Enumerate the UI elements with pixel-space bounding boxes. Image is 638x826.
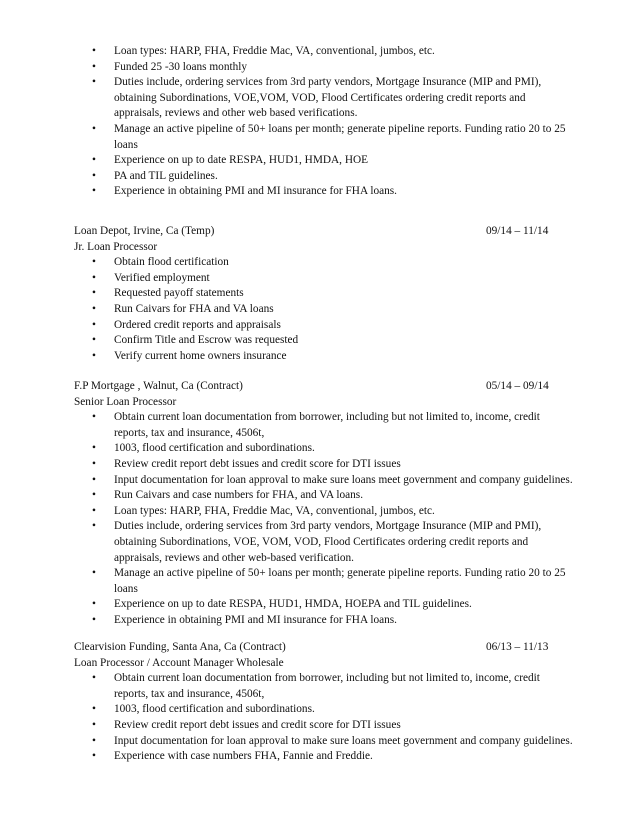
bullet-text-line: reports, tax and insurance, 4506t, bbox=[114, 426, 265, 439]
bullet-icon: • bbox=[92, 349, 96, 362]
company-name: Loan Depot, Irvine, Ca (Temp) bbox=[74, 225, 215, 237]
bullet-icon: • bbox=[92, 169, 96, 182]
bullet-icon: • bbox=[92, 302, 96, 315]
bullet-text-line: Manage an active pipeline of 50+ loans per month; generate pipeline reports. Funding ratio 20 to 25 bbox=[114, 567, 566, 580]
bullet-item bbox=[0, 153, 638, 169]
bullet-item bbox=[0, 349, 638, 365]
bullet-item bbox=[0, 734, 638, 750]
bullet-icon: • bbox=[92, 567, 96, 580]
bullet-text-line: Duties include, ordering services from 3rd party vendors, Mortgage Insurance (MIP and PMI), bbox=[114, 520, 542, 533]
bullet-item bbox=[0, 749, 638, 765]
bullet-text-line: Verified employment bbox=[114, 271, 210, 284]
bullet-text-line: Obtain current loan documentation from borrower, including but not limited to, income, credit bbox=[114, 672, 540, 685]
bullet-text-line: loans bbox=[114, 582, 138, 595]
bullet-icon: • bbox=[92, 672, 96, 685]
bullet-item bbox=[0, 519, 638, 566]
bullet-item bbox=[0, 671, 638, 702]
bullet-text-line: Obtain current loan documentation from borrower, including but not limited to, income, credit bbox=[114, 411, 540, 424]
bullet-item bbox=[0, 457, 638, 473]
bullet-icon: • bbox=[92, 185, 96, 198]
bullet-icon: • bbox=[92, 76, 96, 89]
bullet-text-line: loans bbox=[114, 138, 138, 151]
bullet-item bbox=[0, 122, 638, 153]
bullet-text-line: PA and TIL guidelines. bbox=[114, 169, 218, 182]
bullet-text-line: Experience on up to date RESPA, HUD1, HMDA, HOEPA and TIL guidelines. bbox=[114, 598, 472, 611]
bullet-item bbox=[0, 473, 638, 489]
bullet-text-line: Run Caivars and case numbers for FHA, and VA loans. bbox=[114, 489, 364, 502]
bullet-text-line: Verify current home owners insurance bbox=[114, 349, 287, 362]
job-entry-loan-depot bbox=[0, 224, 638, 364]
bullet-text-line: appraisals, reviews and other web based verifications. bbox=[114, 107, 358, 120]
bullet-item bbox=[0, 333, 638, 349]
bullet-text-line: obtaining Subordinations, VOE,VOM, VOD, Flood Certificates ordering credit reports and bbox=[114, 91, 526, 104]
bullet-text-line: Manage an active pipeline of 50+ loans per month; generate pipeline reports. Funding ratio 20 to 25 bbox=[114, 122, 566, 135]
bullet-item bbox=[0, 613, 638, 629]
bullet-text-line: Confirm Title and Escrow was requested bbox=[114, 334, 299, 347]
bullet-text-line: Loan types: HARP, FHA, Freddie Mac, VA, conventional, jumbos, etc. bbox=[114, 504, 435, 517]
bullet-text-line: Review credit report debt issues and credit score for DTI issues bbox=[114, 457, 401, 470]
bullet-icon: • bbox=[92, 45, 96, 57]
bullet-icon: • bbox=[92, 613, 96, 626]
bullet-text-line: 1003, flood certification and subordinations. bbox=[114, 703, 315, 716]
bullet-icon: • bbox=[92, 256, 96, 269]
bullet-text-line: Funded 25 -30 loans monthly bbox=[114, 60, 248, 73]
bullet-icon: • bbox=[92, 122, 96, 135]
bullet-icon: • bbox=[92, 60, 96, 73]
bullet-text-line: appraisals, reviews and other web-based verification. bbox=[114, 551, 354, 564]
company-name: Clearvision Funding, Santa Ana, Ca (Contract) bbox=[74, 641, 286, 653]
bullet-item bbox=[0, 302, 638, 318]
bullet-icon: • bbox=[92, 318, 96, 331]
bullet-item bbox=[0, 44, 638, 60]
job-header bbox=[0, 640, 638, 656]
employment-dates: 09/14 – 11/14 bbox=[486, 225, 549, 237]
company-name: F.P Mortgage , Walnut, Ca (Contract) bbox=[74, 380, 243, 392]
bullet-text-line: 1003, flood certification and subordinations. bbox=[114, 442, 315, 455]
bullet-text-line: Experience on up to date RESPA, HUD1, HMDA, HOE bbox=[114, 154, 369, 167]
bullet-item bbox=[0, 75, 638, 122]
bullet-text-line: Run Caivars for FHA and VA loans bbox=[114, 302, 274, 315]
bullet-text-line: Review credit report debt issues and credit score for DTI issues bbox=[114, 718, 401, 731]
bullet-list bbox=[0, 255, 638, 364]
bullet-icon: • bbox=[92, 334, 96, 347]
bullet-item bbox=[0, 184, 638, 200]
bullet-icon: • bbox=[92, 271, 96, 284]
employment-dates: 06/13 – 11/13 bbox=[486, 641, 549, 653]
bullet-text-line: Experience with case numbers FHA, Fannie and Freddie. bbox=[114, 750, 373, 763]
bullet-item bbox=[0, 271, 638, 287]
job-title: Senior Loan Processor bbox=[74, 395, 177, 408]
job-title: Jr. Loan Processor bbox=[74, 240, 158, 253]
bullet-icon: • bbox=[92, 457, 96, 470]
bullet-list bbox=[0, 671, 638, 765]
bullet-text-line: Ordered credit reports and appraisals bbox=[114, 318, 281, 331]
job-header bbox=[0, 379, 638, 395]
bullet-icon: • bbox=[92, 473, 96, 486]
bullet-text-line: Input documentation for loan approval to make sure loans meet government and company guidelines. bbox=[114, 473, 573, 486]
bullet-item bbox=[0, 255, 638, 271]
bullet-icon: • bbox=[92, 411, 96, 424]
bullet-text-line: Experience in obtaining PMI and MI insurance for FHA loans. bbox=[114, 613, 397, 626]
bullet-icon: • bbox=[92, 718, 96, 731]
bullet-icon: • bbox=[92, 489, 96, 502]
bullet-icon: • bbox=[92, 703, 96, 716]
bullet-icon: • bbox=[92, 734, 96, 747]
bullet-item bbox=[0, 702, 638, 718]
bullet-text-line: Duties include, ordering services from 3rd party vendors, Mortgage Insurance (MIP and PMI), bbox=[114, 76, 542, 89]
bullet-icon: • bbox=[92, 287, 96, 300]
employment-dates: 05/14 – 09/14 bbox=[486, 380, 549, 392]
bullet-icon: • bbox=[92, 154, 96, 167]
bullet-item bbox=[0, 441, 638, 457]
bullet-item bbox=[0, 410, 638, 441]
bullet-item bbox=[0, 169, 638, 185]
bullet-text-line: Requested payoff statements bbox=[114, 287, 244, 300]
bullet-text-line: obtaining Subordinations, VOE, VOM, VOD, Flood Certificates ordering credit reports and bbox=[114, 535, 529, 548]
job-entry-clearvision bbox=[0, 640, 638, 765]
experience-continued-section bbox=[0, 44, 638, 200]
bullet-text-line: reports, tax and insurance, 4506t, bbox=[114, 687, 265, 700]
bullet-text-line: Obtain flood certification bbox=[114, 256, 229, 269]
job-header bbox=[0, 224, 638, 240]
bullet-text-line: Loan types: HARP, FHA, Freddie Mac, VA, conventional, jumbos, etc. bbox=[114, 45, 435, 57]
bullet-item bbox=[0, 504, 638, 520]
bullet-icon: • bbox=[92, 504, 96, 517]
bullet-text-line: Input documentation for loan approval to make sure loans meet government and company guidelines. bbox=[114, 734, 573, 747]
bullet-item bbox=[0, 286, 638, 302]
bullet-text-line: Experience in obtaining PMI and MI insurance for FHA loans. bbox=[114, 185, 397, 198]
bullet-icon: • bbox=[92, 520, 96, 533]
bullet-item bbox=[0, 318, 638, 334]
bullet-item bbox=[0, 718, 638, 734]
bullet-item bbox=[0, 488, 638, 504]
bullet-list bbox=[0, 44, 638, 200]
bullet-item bbox=[0, 597, 638, 613]
bullet-item bbox=[0, 566, 638, 597]
bullet-icon: • bbox=[92, 750, 96, 763]
bullet-item bbox=[0, 60, 638, 76]
bullet-icon: • bbox=[92, 598, 96, 611]
job-entry-fp-mortgage bbox=[0, 379, 638, 629]
job-title: Loan Processor / Account Manager Wholesale bbox=[74, 656, 284, 669]
bullet-icon: • bbox=[92, 442, 96, 455]
bullet-list bbox=[0, 410, 638, 628]
